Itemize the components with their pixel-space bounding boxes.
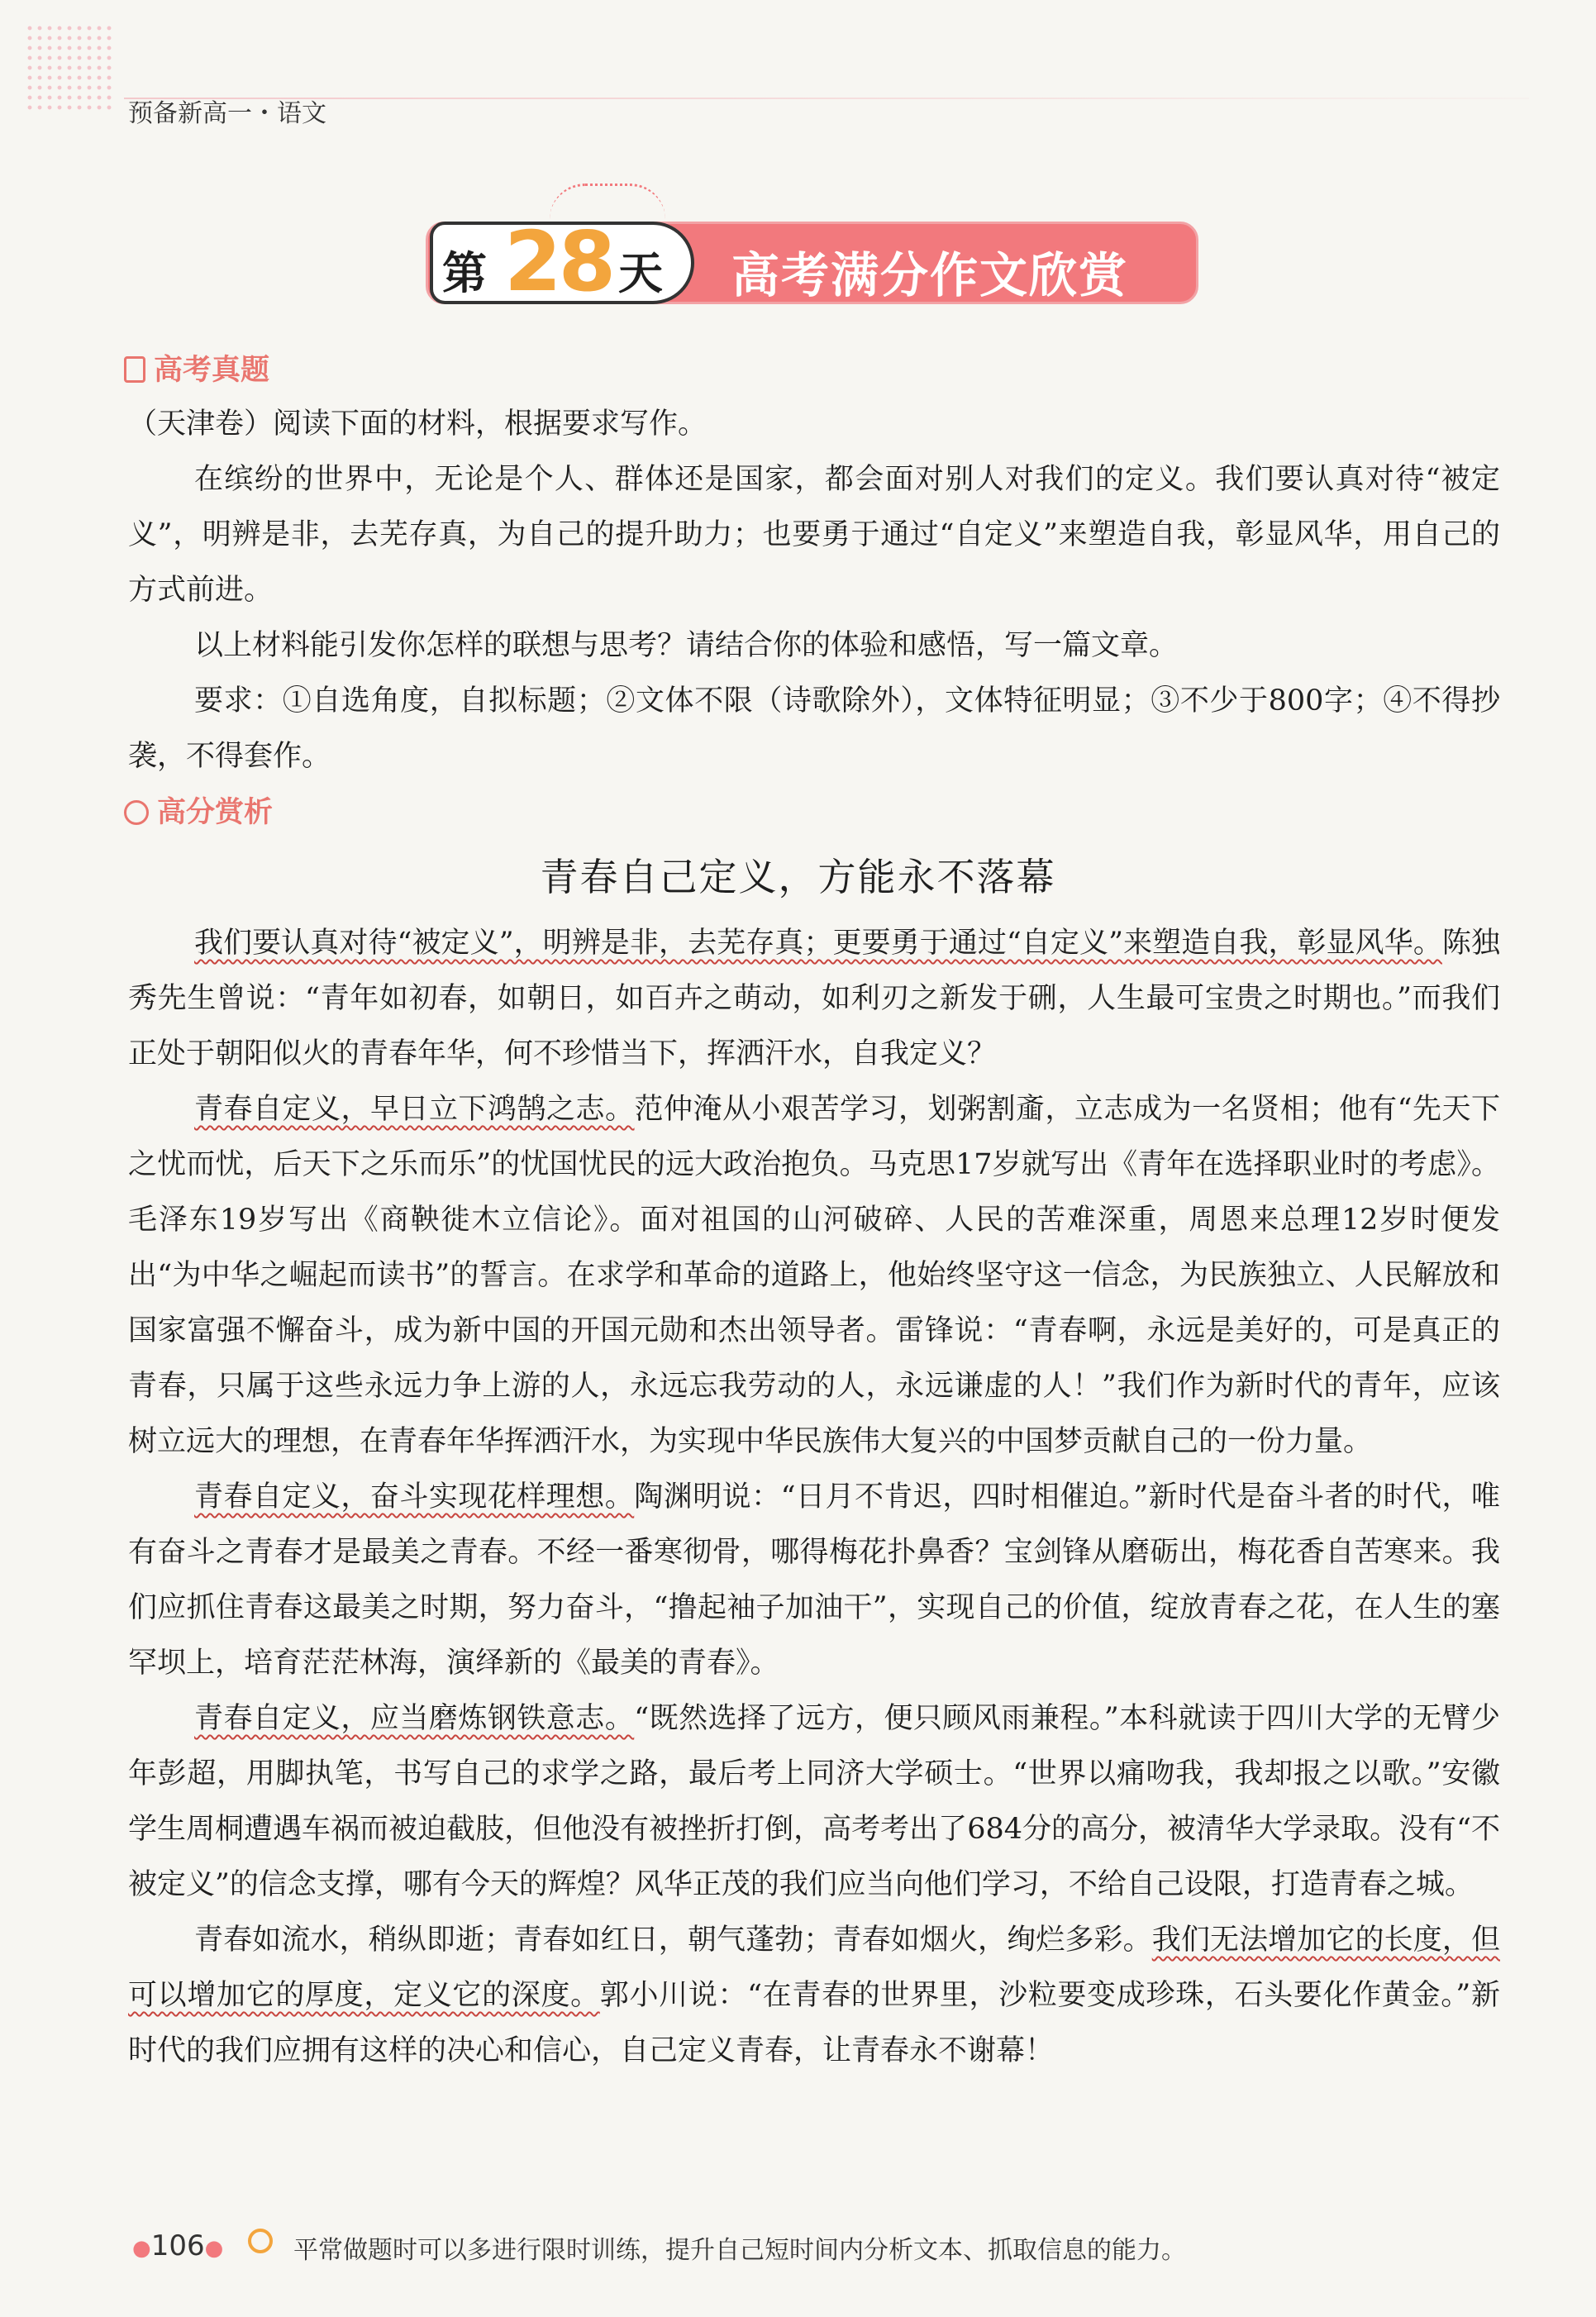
banner-title: 高考满分作文欣赏 (731, 247, 1129, 303)
section-label: 高考真题 (154, 354, 270, 387)
essay-paragraph (128, 916, 1500, 1082)
prompt-block (128, 397, 1500, 784)
day-suffix: 天 (618, 247, 663, 299)
key-sentence: 青春自定义，奋斗实现花样理想。 (194, 1480, 635, 1514)
section-heading-analysis (124, 789, 273, 831)
page-number-text: 106 (150, 2229, 205, 2262)
magnifier-icon (248, 2229, 273, 2253)
decorative-dots (25, 23, 116, 114)
essay-title: 青春自己定义，方能永不落幕 (540, 855, 1056, 899)
day-number: 28 (504, 213, 613, 310)
key-sentence: 我们要认真对待“被定义”，明辨是非，去芜存真；更要勇于通过“自定义”来塑造自我，彰显风华。 (194, 927, 1442, 960)
essay-paragraph (128, 1913, 1500, 2079)
page-number: ●106● (132, 2229, 224, 2262)
paragraph-text: 青春如流水，稍纵即逝；青春如红日，朝气蓬勃；青春如烟火，绚烂多彩。 (194, 1924, 1152, 1957)
document-icon (124, 356, 145, 383)
paragraph-text: 陈独秀先生曾说：“青年如初春，如朝日，如百卉之萌动，如利刃之新发于硎，人生最可宝贵之时期也。”而我们正处于朝阳似火的青春年华，何不珍惜当下，挥洒汗水，自我定义？ (128, 927, 1500, 1070)
essay-paragraph (128, 1470, 1500, 1691)
essay-body (128, 916, 1500, 2079)
footer-tip: 平常做题时可以多进行限时训练，提升自己短时间内分析文本、抓取信息的能力。 (293, 2236, 1186, 2265)
prompt-intro: （天津卷）阅读下面的材料，根据要求写作。 (128, 408, 707, 441)
paragraph-text: 郭小川说：“在青春的世界里，沙粒要变成珍珠，石头要化作黄金。”新时代的我们应拥有这样的决心和信心，自己定义青春，让青春永不谢幕！ (128, 1979, 1500, 2067)
clock-icon (124, 800, 149, 825)
key-sentence: 青春自定义，早日立下鸿鹄之志。 (194, 1093, 635, 1126)
prompt-requirements: 要求：①自选角度，自拟标题；②文体不限（诗歌除外），文体特征明显；③不少于800字；④不得抄袭，不得套作。 (128, 684, 1500, 773)
day-prefix: 第 (442, 247, 487, 299)
prompt-question: 以上材料能引发你怎样的联想与思考？请结合你的体验和感悟，写一篇文章。 (194, 629, 1179, 662)
section-label: 高分赏析 (157, 796, 274, 829)
essay-paragraph (128, 1082, 1500, 1470)
header-divider (124, 98, 1529, 99)
key-sentence: 我们无法增加它的长度，但可以增加它的厚度，定义它的深度。 (128, 1924, 1500, 2012)
paragraph-text: 范仲淹从小艰苦学习，划粥割齑，立志成为一名贤相；他有“先天下之忧而忧，后天下之乐而乐”的忧国忧民的远大政治抱负。马克思17岁就写出《青年在选择职业时的考虑》。毛泽东19岁写出《商鞅徙木立信论》。面对祖国的山河破碎、人民的苦难深重，周恩来总理12岁时便发出“为中华之崛起而读书”的誓言。在求学和革命的道路上，他始终坚守这一信念，为民族独立、人民解放和国家富强不懈奋斗，成为新中国的开国元勋和杰出领导者。雷锋说：“青春啊，永远是美好的，可是真正的青春，只属于这些永远力争上游的人，永远忘我劳动的人，永远谦虚的人！”我们作为新时代的青年，应该树立远大的理想，在青春年华挥洒汗水，为实现中华民族伟大复兴的中国梦贡献自己的一份力量。 (128, 1093, 1500, 1458)
key-sentence: 青春自定义，应当磨炼钢铁意志。 (194, 1702, 635, 1735)
essay-paragraph (128, 1691, 1500, 1913)
paragraph-text: “既然选择了远方，便只顾风雨兼程。”本科就读于四川大学的无臂少年彭超，用脚执笔，书写自己的求学之路，最后考上同济大学硕士。“世界以痛吻我，我却报之以歌。”安徽学生周桐遭遇车祸而被迫截肢，但他没有被挫折打倒，高考考出了684分的高分，被清华大学录取。没有“不被定义”的信念支撑，哪有今天的辉煌？风华正茂的我们应当向他们学习，不给自己设限，打造青春之城。 (128, 1702, 1500, 1901)
page-header: 预备新高一・语文 (128, 99, 326, 128)
paragraph-text: 陶渊明说：“日月不肯迟，四时相催迫。”新时代是奋斗者的时代，唯有奋斗之青春才是最美之青春。不经一番寒彻骨，哪得梅花扑鼻香？宝剑锋从磨砺出，梅花香自苦寒来。我们应抓住青春这最美之时期，努力奋斗，“撸起袖子加油干”，实现自己的价值，绽放青春之花，在人生的塞罕坝上，培育茫茫林海，演绎新的《最美的青春》。 (128, 1480, 1500, 1680)
section-heading-exam (124, 347, 269, 389)
prompt-material: 在缤纷的世界中，无论是个人、群体还是国家，都会面对别人对我们的定义。我们要认真对待“被定义”，明辨是非，去芜存真，为自己的提升助力；也要勇于通过“自定义”来塑造自我，彰显风华，用自己的方式前进。 (128, 463, 1500, 607)
